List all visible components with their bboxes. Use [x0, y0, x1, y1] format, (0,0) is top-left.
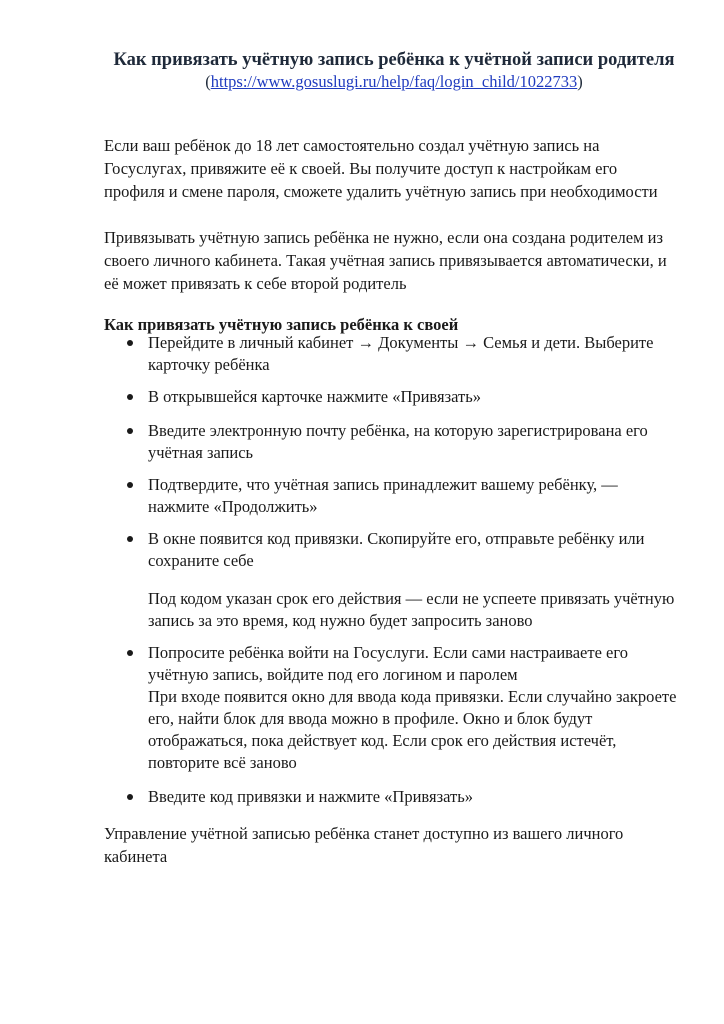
bullet-icon: [127, 394, 133, 400]
list-item-step-4: [148, 474, 678, 518]
title-text: Как привязать учётную запись ребёнка к учётной записи родителя: [113, 50, 675, 70]
step-6-note: При входе появится окно для ввода кода привязки. Если случайно закроете его, найти блок для ввода можно в профиле. Окно и блок будут отображаться, пока действует код. Если срок его действия истечёт, повторите всё заново: [148, 687, 677, 772]
list-item-step-5: [148, 528, 678, 572]
step-text: Перейдите в личный кабинет → Документы → Семья и дети. Выберите карточку ребёнка: [148, 333, 654, 374]
bullet-icon: [127, 650, 133, 656]
step-text: Введите электронную почту ребёнка, на которую зарегистрирована его учётная запись: [148, 421, 648, 462]
bullet-icon: [127, 340, 133, 346]
list-item-step-2: [148, 386, 678, 408]
page-title: [104, 50, 684, 92]
section-heading: Как привязать учётную запись ребёнка к своей: [104, 315, 459, 334]
intro-paragraph-1: Если ваш ребёнок до 18 лет самостоятельно создал учётную запись на Госуслугах, привяжите её к своей. Вы получите доступ к настройкам его профиля и смене пароля, сможете удалить учётную запись при необходимости: [104, 136, 658, 201]
list-item-step-3: [148, 420, 678, 464]
bullet-icon: [127, 428, 133, 434]
bullet-icon: [127, 482, 133, 488]
step-text: В окне появится код привязки. Скопируйте его, отправьте ребёнку или сохраните себе: [148, 529, 645, 570]
bullet-icon: [127, 794, 133, 800]
link-close-paren: ): [577, 72, 583, 91]
step-5-note: Под кодом указан срок его действия — если не успеете привязать учётную запись за это время, код нужно будет запросить заново: [148, 589, 675, 630]
bullet-icon: [127, 536, 133, 542]
footer-paragraph: Управление учётной записью ребёнка станет доступно из вашего личного кабинета: [104, 824, 624, 866]
step-text: В открывшейся карточке нажмите «Привязать»: [148, 387, 481, 406]
list-item-step-1: [148, 332, 678, 376]
step-text: Подтвердите, что учётная запись принадлежит вашему ребёнку, — нажмите «Продолжить»: [148, 475, 618, 516]
link-open-paren: (: [205, 72, 211, 91]
list-item-step-7: [148, 786, 678, 808]
list-item-step-6: [148, 642, 678, 686]
step-text: Введите код привязки и нажмите «Привязать»: [148, 787, 473, 806]
intro-paragraph-2: Привязывать учётную запись ребёнка не нужно, если она создана родителем из своего личного кабинета. Такая учётная запись привязывается автоматически, и её может привязать к себе второй родитель: [104, 228, 667, 293]
step-text: Попросите ребёнка войти на Госуслуги. Если сами настраиваете его учётную запись, войдите под его логином и паролем: [148, 643, 628, 684]
source-link-line: [104, 71, 684, 92]
source-link[interactable]: https://www.gosuslugi.ru/help/faq/login_child/1022733: [210, 72, 578, 91]
